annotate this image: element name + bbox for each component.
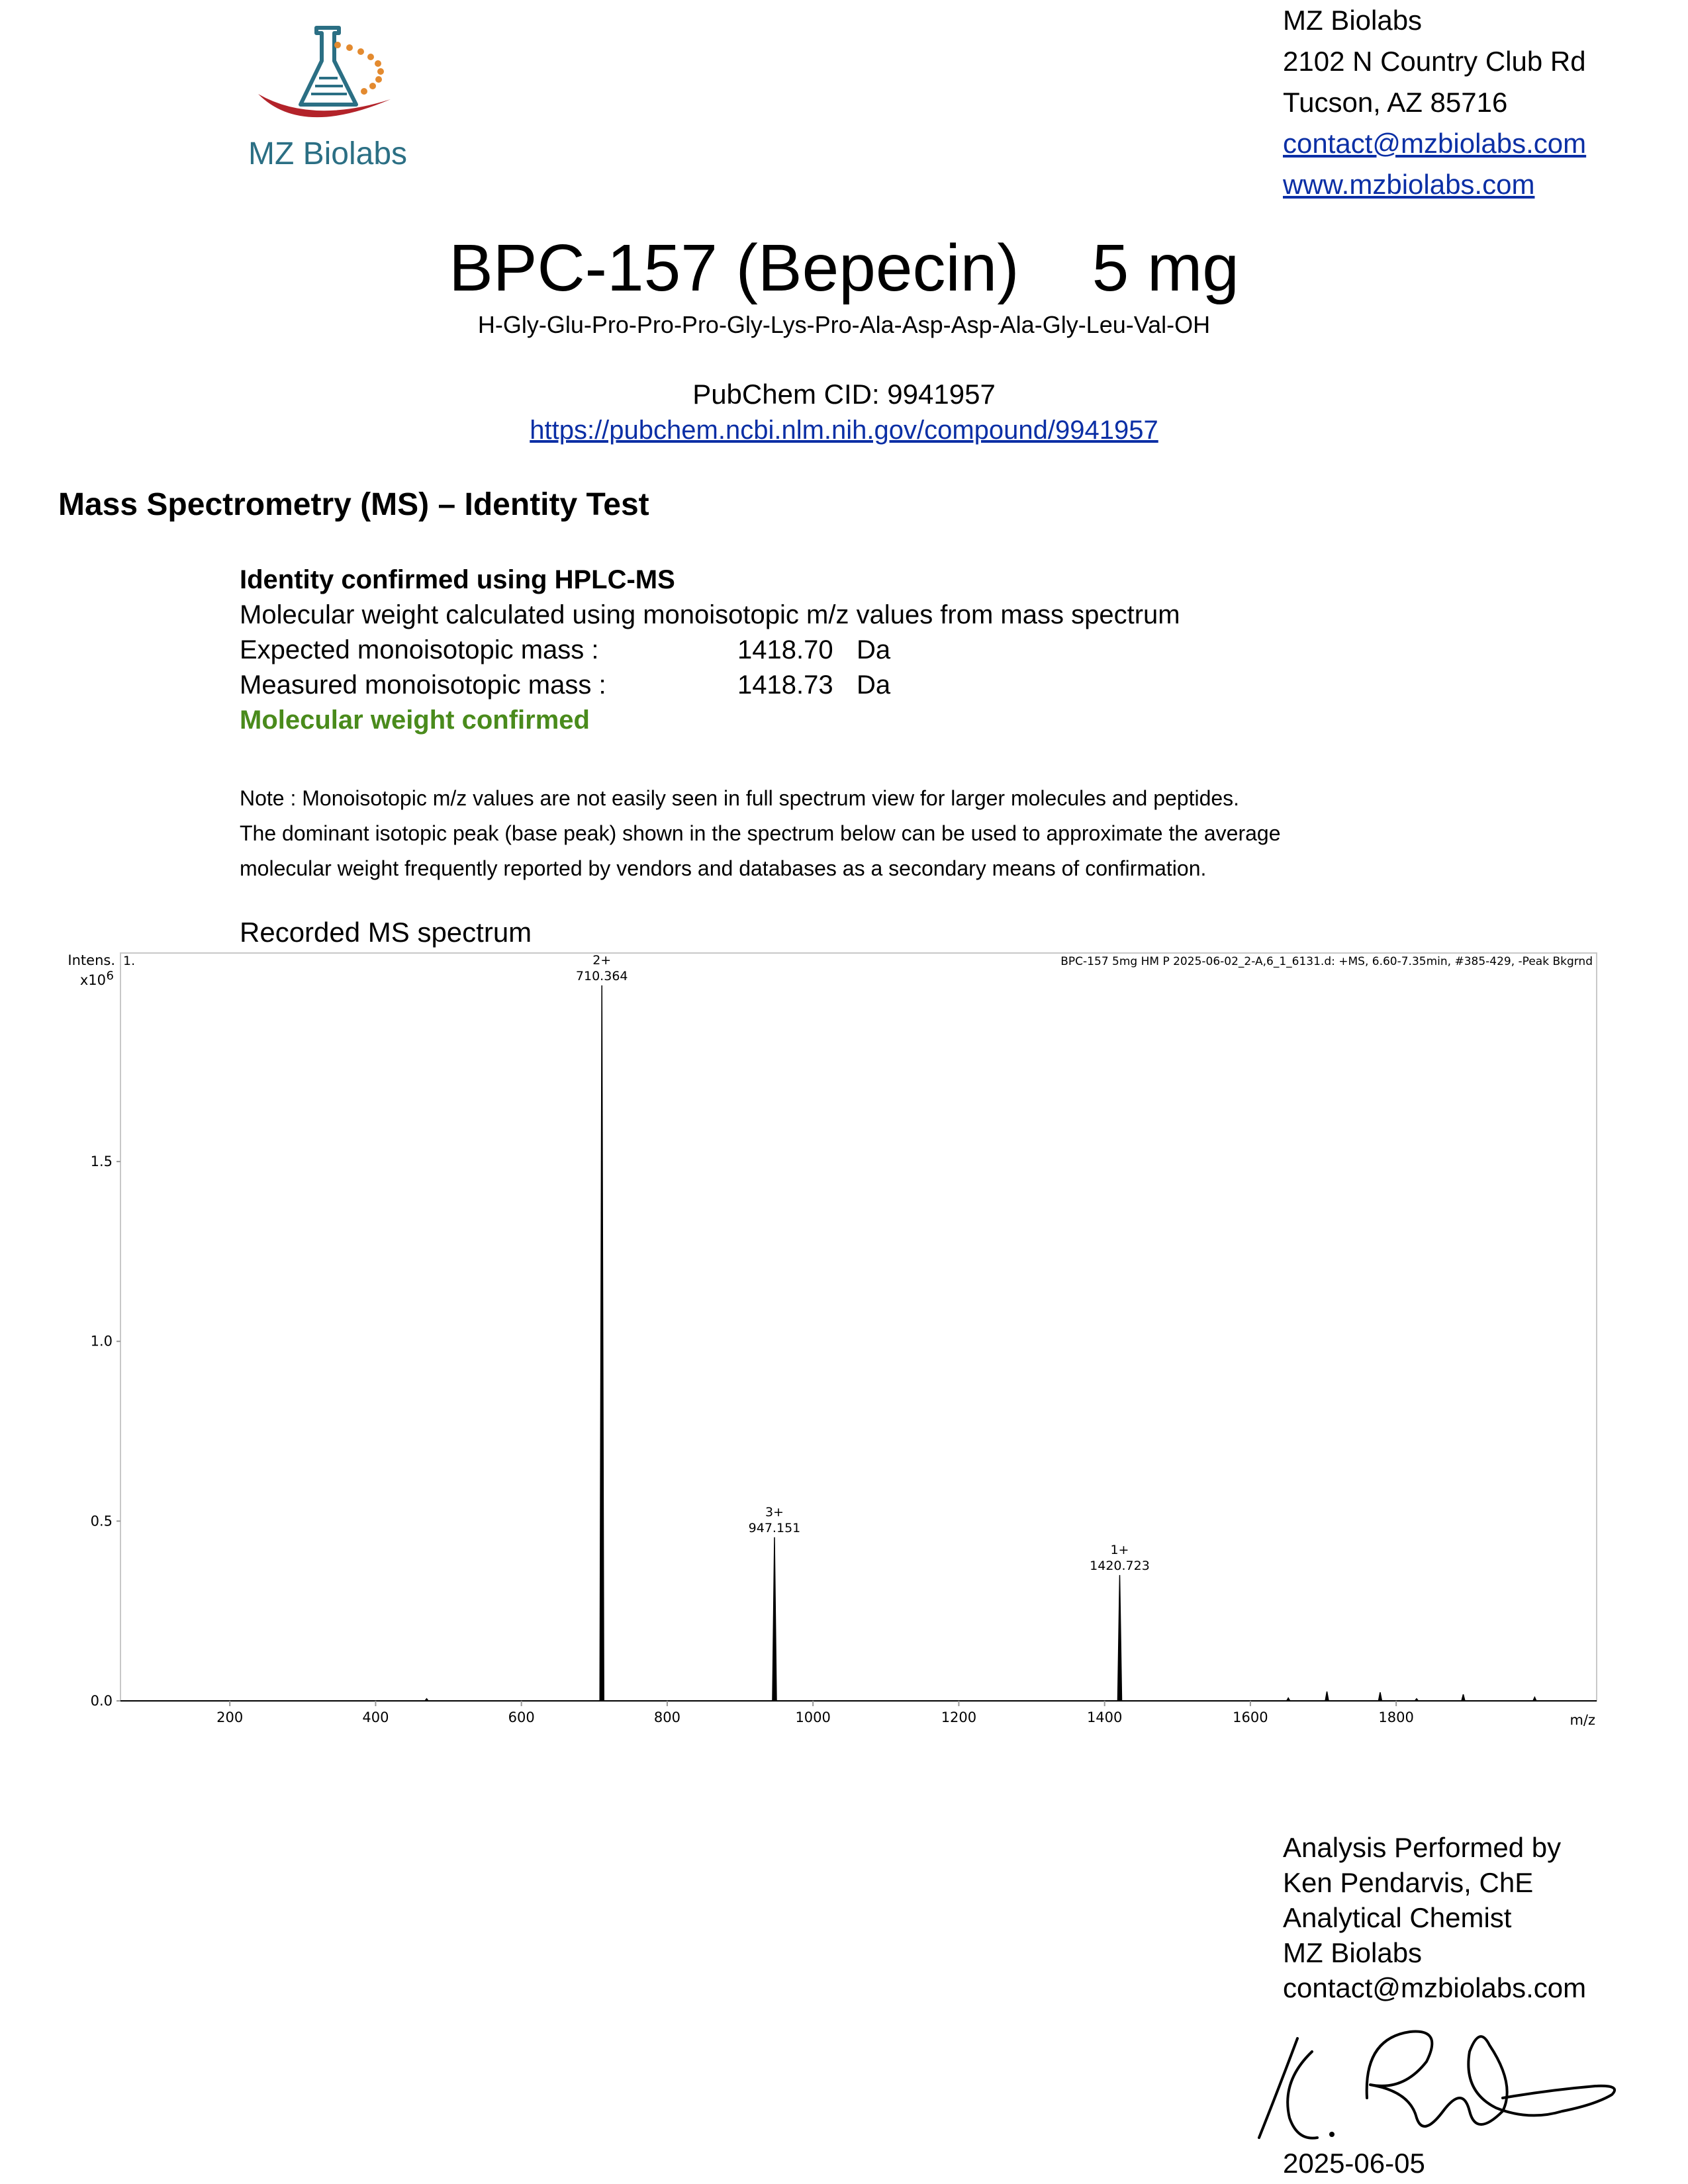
section-title: Mass Spectrometry (MS) – Identity Test [58, 487, 649, 522]
spectrum-peak [1378, 1692, 1382, 1701]
analyst-company: MZ Biolabs [1283, 1937, 1423, 1968]
conclusion: Molecular weight confirmed [240, 705, 590, 735]
x-tick-label: 600 [508, 1709, 535, 1725]
identity-results [240, 563, 1180, 738]
analyst-email: contact@mzbiolabs.com [1283, 1972, 1587, 2003]
spectrum-peak [600, 985, 604, 1701]
spectrum-peak [425, 1699, 428, 1701]
spectrum-peak [1325, 1692, 1329, 1701]
pubchem-link[interactable]: https://pubchem.ncbi.nlm.nih.gov/compound/9941957 [530, 416, 1158, 445]
spectrum-peak [1533, 1698, 1536, 1701]
spectrum-peak [1462, 1694, 1465, 1701]
ms-spectrum-chart [53, 946, 1609, 1734]
spectrum-heading: Recorded MS spectrum [240, 917, 532, 948]
x-tick-label: 1800 [1378, 1709, 1414, 1725]
x-tick-label: 800 [653, 1709, 680, 1725]
peak-charge-label: 3+ [765, 1504, 784, 1520]
website-link[interactable]: www.mzbiolabs.com [1283, 169, 1535, 200]
peak-charge-label: 2+ [592, 952, 612, 968]
product-title [0, 228, 1688, 308]
expected-mass-row [240, 633, 1180, 668]
note-line: Note : Monoisotopic m/z values are not easily seen in full spectrum view for larger molecules and peptides. [240, 786, 1240, 810]
panel-label: 1. [123, 954, 136, 968]
peak-charge-label: 1+ [1110, 1542, 1129, 1557]
peptide-sequence: H-Gly-Glu-Pro-Pro-Pro-Gly-Lys-Pro-Ala-Asp-Asp-Ala-Gly-Leu-Val-OH [477, 311, 1211, 338]
email-link[interactable]: contact@mzbiolabs.com [1283, 128, 1587, 159]
logo-wordmark: MZ Biolabs [248, 136, 408, 171]
signature [1251, 2012, 1635, 2164]
analyst-title: Analytical Chemist [1283, 1902, 1512, 1933]
x-tick-label: 400 [362, 1709, 389, 1725]
spectrum-peak [1415, 1699, 1418, 1701]
x-tick-label: 1600 [1233, 1709, 1268, 1725]
note-line: The dominant isotopic peak (base peak) shown in the spectrum below can be used to approximate the average [240, 821, 1281, 845]
analyst-block [1283, 1830, 1586, 2005]
measured-mass-label: Measured monoisotopic mass : [240, 670, 606, 700]
x-tick-label: 1000 [795, 1709, 831, 1725]
note-line: molecular weight frequently reported by vendors and databases as a secondary means of confirmation. [240, 856, 1207, 880]
measured-mass-unit: Da [857, 670, 891, 700]
address-line: Tucson, AZ 85716 [1283, 87, 1508, 118]
y-axis-label-line2: x10 [79, 972, 106, 988]
y-tick-label: 1.5 [90, 1154, 113, 1170]
y-axis-exponent: 6 [106, 969, 114, 983]
analyst-name: Ken Pendarvis, ChE [1283, 1867, 1534, 1898]
address-line: MZ Biolabs [1283, 5, 1423, 36]
expected-mass-value: 1418.70 [737, 635, 833, 664]
measured-mass-value: 1418.73 [737, 670, 833, 700]
measured-mass-row [240, 668, 1180, 703]
x-axis-label: m/z [1570, 1712, 1595, 1728]
note [240, 781, 1280, 886]
x-tick-label: 1400 [1086, 1709, 1123, 1725]
pubchem-cid: PubChem CID: 9941957 [692, 379, 996, 410]
peak-mz-label: 947.151 [748, 1520, 801, 1535]
y-tick-label: 0.5 [90, 1513, 113, 1529]
spectrum-peak [1287, 1698, 1290, 1701]
chart-title: BPC-157 5mg HM P 2025-06-02_2-A,6_1_6131.d: +MS, 6.60-7.35min, #385-429, -Peak Bkgrnd [1060, 955, 1593, 968]
y-tick-label: 0.0 [90, 1693, 113, 1709]
expected-mass-unit: Da [857, 635, 891, 664]
identity-statement: Identity confirmed using HPLC-MS [240, 565, 675, 594]
spectrum-peak [773, 1537, 776, 1701]
peak-mz-label: 1420.723 [1090, 1558, 1150, 1573]
x-tick-label: 200 [216, 1709, 244, 1725]
spectrum-peak [1117, 1575, 1121, 1701]
product-amount: 5 mg [1092, 231, 1239, 305]
product-name: BPC-157 (Bepecin) [449, 231, 1019, 305]
analysis-date: 2025-06-05 [1283, 2148, 1425, 2179]
y-axis-label-line1: Intens. [68, 952, 115, 968]
company-address [1283, 0, 1586, 205]
peak-mz-label: 710.364 [575, 968, 628, 983]
x-tick-label: 1200 [941, 1709, 977, 1725]
expected-mass-label: Expected monoisotopic mass : [240, 635, 599, 664]
plot-frame [120, 953, 1597, 1701]
analysis-line: Analysis Performed by [1283, 1832, 1562, 1863]
y-tick-label: 1.0 [90, 1333, 113, 1349]
method-statement: Molecular weight calculated using monoisotopic m/z values from mass spectrum [240, 600, 1180, 629]
address-line: 2102 N Country Club Rd [1283, 46, 1586, 77]
